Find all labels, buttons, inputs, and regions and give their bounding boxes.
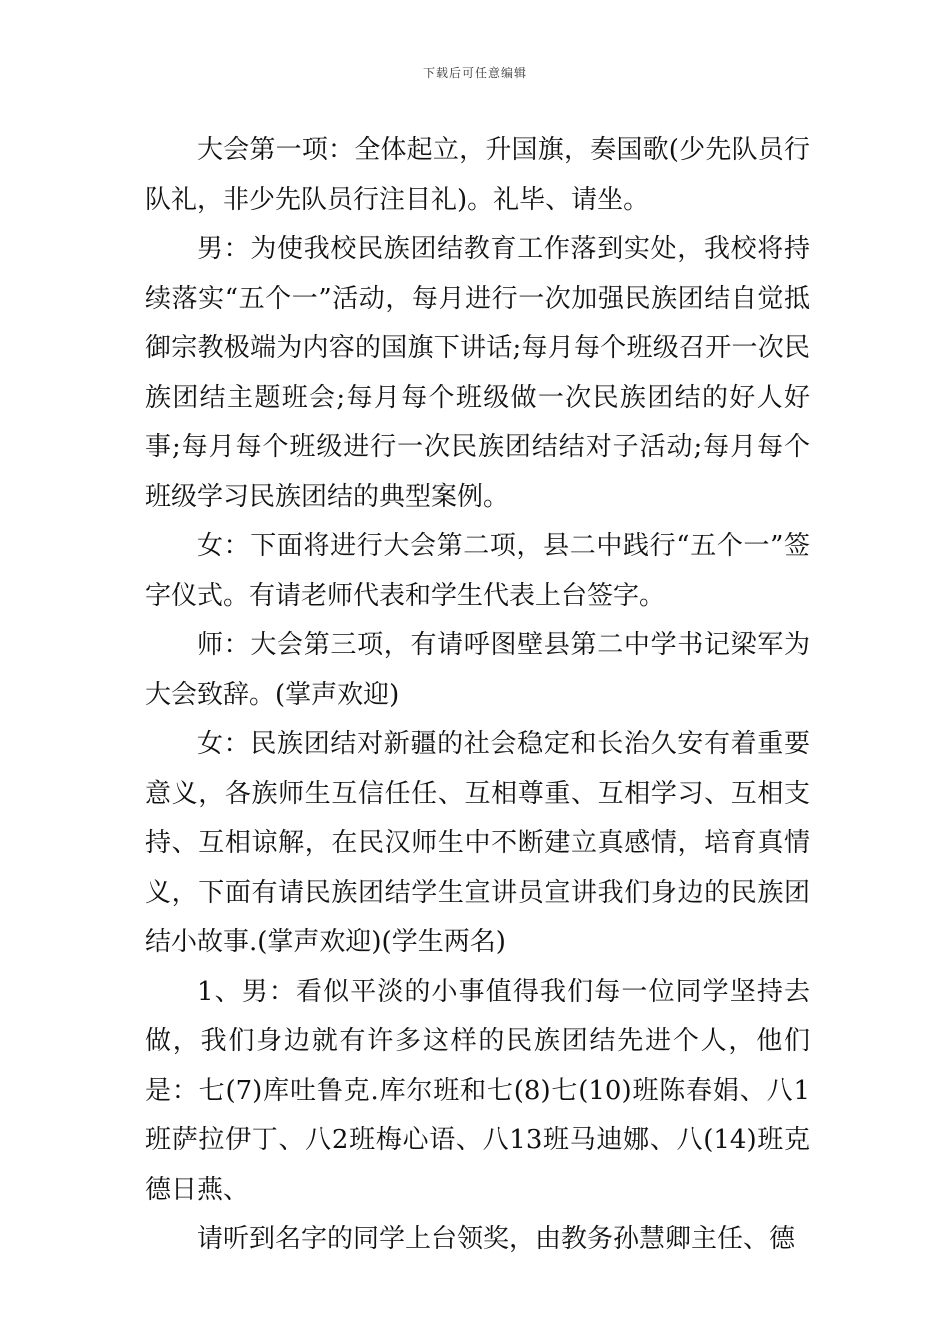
page-header: 下载后可任意编辑	[422, 66, 527, 80]
paragraph-1: 大会第一项：全体起立，升国旗，奏国歌(少先队员行队礼，非少先队员行注目礼)。礼毕、请坐。	[145, 135, 810, 215]
paragraph-3: 女：下面将进行大会第二项，县二中践行“五个一”签字仪式。有请老师代表和学生代表上台签字。	[145, 531, 810, 611]
paragraph-5: 女：民族团结对新疆的社会稳定和长治久安有着重要意义，各族师生互信任任、互相尊重、互相学习、互相支持、互相谅解，在民汉师生中不断建立真感情，培育真情义，下面有请民族团结学生宣讲员宣讲我们身边的民族团结小故事.(掌声欢迎)(学生两名)	[145, 729, 810, 957]
paragraph-2: 男：为使我校民族团结教育工作落到实处，我校将持续落实“五个一”活动，每月进行一次加强民族团结自觉抵御宗教极端为内容的国旗下讲话;每月每个班级召开一次民族团结主题班会;每月每个班级做一次民族团结的好人好事;每月每个班级进行一次民族团结结对子活动;每月每个班级学习民族团结的典型案例。	[145, 234, 810, 512]
paragraph-6: 1、男：看似平淡的小事值得我们每一位同学坚持去做，我们身边就有许多这样的民族团结先进个人，他们是：七(7)库吐鲁克.库尔班和七(8)七(10)班陈春娟、八1班萨拉伊丁、八2班梅心语、八13班马迪娜、八(14)班克德日燕、	[145, 976, 810, 1205]
paragraph-4: 师：大会第三项，有请呼图壁县第二中学书记梁军为大会致辞。(掌声欢迎)	[145, 630, 810, 710]
document-body	[145, 126, 810, 1265]
paragraph-7: 请听到名字的同学上台领奖，由教务孙慧卿主任、德	[197, 1224, 796, 1254]
